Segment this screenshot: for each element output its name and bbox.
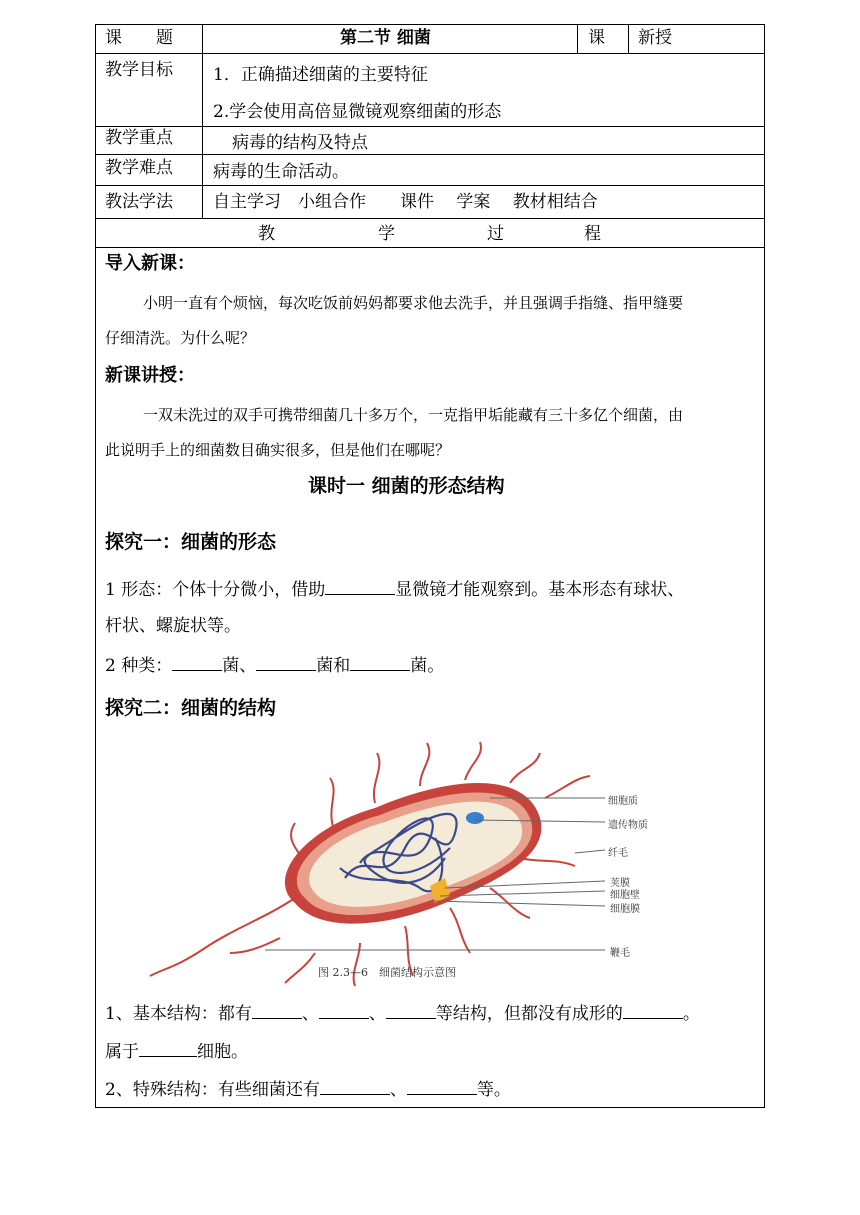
row-divider	[95, 218, 765, 219]
goals-label: 教学目标	[105, 60, 173, 80]
figure-label: 细胞质	[608, 796, 638, 807]
text: 等。	[476, 1080, 511, 1100]
answer-blank[interactable]	[319, 1002, 369, 1019]
text: 、	[389, 1080, 407, 1100]
text: 1、基本结构：都有	[105, 1004, 252, 1024]
intro-line: 仔细清洗。为什么呢？	[105, 329, 256, 347]
row-divider	[95, 154, 765, 155]
text: 菌。	[410, 656, 445, 676]
figure-label: 细胞壁	[610, 890, 640, 901]
pilus	[545, 776, 590, 798]
difficulty-label: 教学难点	[105, 158, 173, 178]
method-label: 教法学法	[105, 192, 173, 212]
text: 属于	[105, 1042, 139, 1062]
process-header-char: 程	[584, 224, 601, 244]
figure-label: 细胞膜	[610, 904, 640, 915]
pilus	[374, 753, 379, 803]
explore1-heading: 探究一：细菌的形态	[105, 531, 277, 553]
row-divider	[95, 126, 765, 127]
intro-line: 小明一直有个烦恼，每次吃饭前妈妈都要求他去洗手，并且强调手指缝、指甲缝要	[143, 294, 684, 312]
answer-blank[interactable]	[139, 1040, 197, 1057]
column-divider	[577, 24, 578, 53]
answer-blank[interactable]	[386, 1002, 436, 1019]
process-header-char: 学	[378, 224, 395, 244]
leader-line	[435, 901, 605, 906]
structure-question	[105, 1040, 248, 1062]
text: 2 种类：	[105, 656, 173, 676]
special-structure-question	[105, 1078, 511, 1100]
text: 菌、	[222, 656, 257, 676]
row-divider	[95, 53, 765, 54]
focus-label: 教学重点	[105, 128, 173, 148]
method-value: 自主学习 小组合作 课件 学案 教材相结合	[213, 192, 598, 212]
lecture-paragraph	[105, 398, 683, 468]
text: 细胞。	[197, 1042, 248, 1062]
text: 2、特殊结构：有些细菌还有	[105, 1080, 320, 1100]
figure-caption: 图 2.3—6 细菌结构示意图	[318, 966, 456, 979]
process-header-char: 过	[487, 224, 504, 244]
intro-paragraph	[105, 286, 683, 356]
column-divider	[628, 24, 629, 53]
pilus	[465, 742, 481, 780]
pilus	[230, 938, 280, 953]
answer-blank[interactable]	[256, 654, 316, 671]
figure-label: 遗传物质	[608, 820, 648, 831]
explore1-line	[105, 578, 684, 600]
explore1-line: 杆状、螺旋状等。	[105, 616, 241, 636]
text: 等结构，但都没有成形的	[435, 1004, 623, 1024]
text: 显微镜才能观察到。基本形态有球状、	[395, 580, 685, 600]
text: 。	[682, 1004, 700, 1024]
lecture-line: 此说明手上的细菌数目确实很多，但是他们在哪呢？	[105, 441, 451, 459]
flagellum-long	[150, 898, 295, 976]
pilus	[450, 908, 470, 953]
topic-label: 课 题	[105, 28, 173, 48]
answer-blank[interactable]	[407, 1078, 477, 1095]
text: 菌和	[316, 656, 351, 676]
lesson-title: 课时一 细菌的形态结构	[308, 475, 505, 497]
figure-label: 鞭毛	[610, 948, 630, 959]
pilus	[285, 953, 315, 983]
leader-line	[575, 850, 605, 853]
intro-heading: 导入新课：	[105, 253, 195, 274]
type-value: 新授	[638, 28, 672, 48]
answer-blank[interactable]	[252, 1002, 302, 1019]
text: 1 形态：个体十分微小，借助	[105, 580, 326, 600]
difficulty-value: 病毒的生命活动。	[213, 162, 349, 182]
row-divider	[95, 247, 765, 248]
explore2-heading: 探究二：细菌的结构	[105, 697, 277, 719]
explore1-line	[105, 654, 444, 676]
answer-blank[interactable]	[325, 578, 395, 595]
figure-label: 纤毛	[608, 848, 628, 859]
column-divider	[202, 24, 203, 218]
text: 、	[368, 1004, 386, 1024]
process-header-char: 教	[258, 224, 275, 244]
lecture-line: 一双未洗过的双手可携带细菌几十多万个，一克指甲垢能藏有三十多亿个细菌，由	[143, 406, 684, 424]
answer-blank[interactable]	[172, 654, 222, 671]
type-label: 课	[588, 28, 605, 48]
pilus	[420, 743, 429, 786]
pilus	[510, 753, 540, 783]
text: 、	[301, 1004, 319, 1024]
answer-blank[interactable]	[350, 654, 410, 671]
answer-blank[interactable]	[320, 1078, 390, 1095]
answer-blank[interactable]	[623, 1002, 683, 1019]
topic-value: 第二节 细菌	[340, 28, 431, 48]
goal-item: 2.学会使用高倍显微镜观察细菌的形态	[213, 102, 502, 122]
figure-label: 荚膜	[610, 878, 630, 889]
row-divider	[95, 185, 765, 186]
plasmid	[466, 812, 484, 824]
pilus	[520, 858, 575, 866]
lecture-heading: 新课讲授：	[105, 365, 195, 386]
focus-value: 病毒的结构及特点	[232, 133, 368, 153]
structure-question	[105, 1002, 700, 1024]
goal-item: 1．正确描述细菌的主要特征	[213, 65, 428, 85]
bacteria-diagram	[145, 738, 685, 988]
